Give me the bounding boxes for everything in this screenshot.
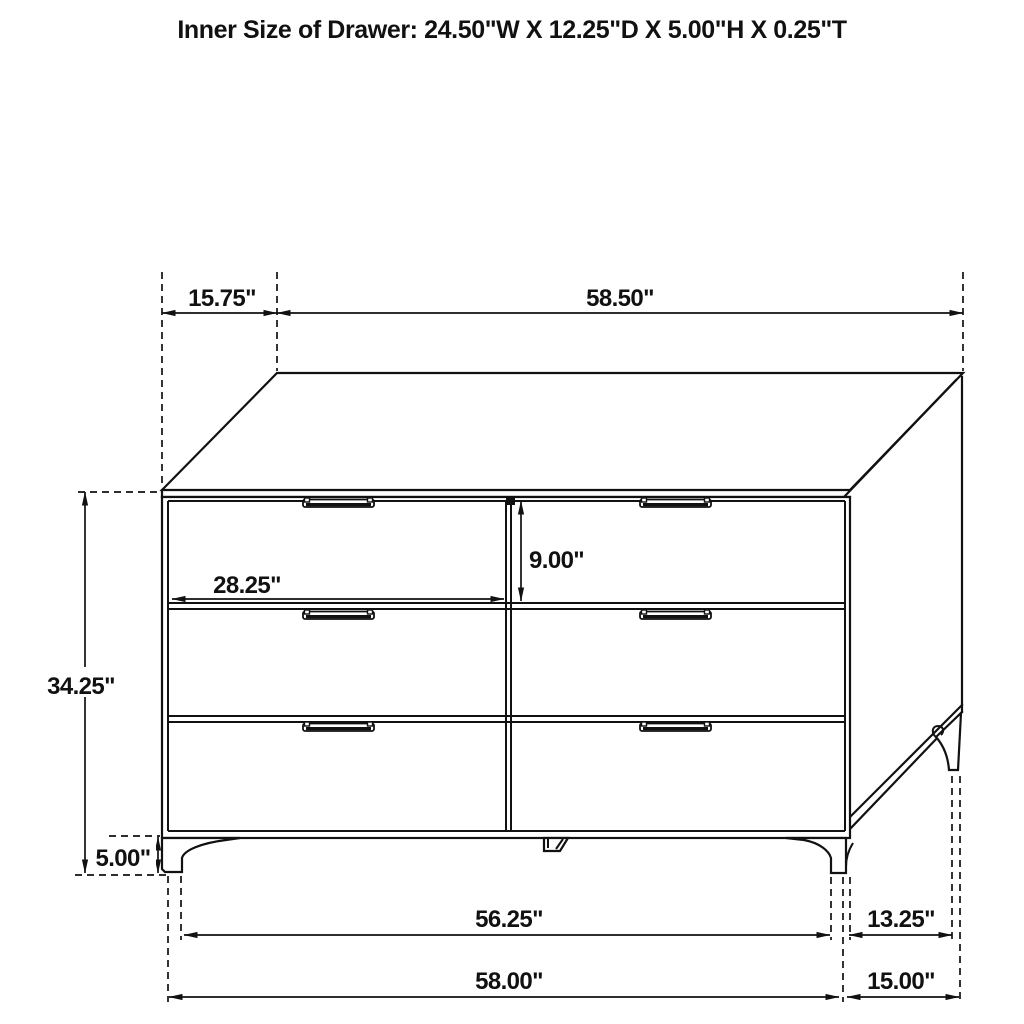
dim-label-base-width: 58.00"	[475, 968, 543, 995]
drawer-handle	[640, 610, 711, 619]
drawer-handle	[640, 498, 711, 507]
dim-label-drawer-height: 9.00"	[529, 547, 585, 574]
front-left-leg	[162, 838, 240, 872]
dim-label-base-depth: 15.00"	[867, 968, 935, 995]
dresser-top-panel	[162, 373, 963, 497]
divider-top-detail	[506, 498, 515, 505]
dim-label-drawer-width: 28.25"	[213, 572, 281, 599]
dim-label-top-width: 58.50"	[586, 285, 654, 312]
dim-label-overall-height: 34.25"	[47, 673, 115, 700]
dim-label-leg-height: 5.00"	[95, 845, 151, 872]
drawer-handle	[640, 722, 711, 731]
diagram-title: Inner Size of Drawer: 24.50"W X 12.25"D X 5.00"H X 0.25"T	[177, 16, 847, 44]
dim-label-base-inner-width: 56.25"	[475, 906, 543, 933]
front-right-leg	[786, 838, 853, 873]
dim-label-base-inner-depth: 13.25"	[867, 906, 935, 933]
dim-label-top-depth: 15.75"	[188, 285, 256, 312]
drawer-handle	[303, 610, 374, 619]
drawer-handle	[303, 498, 374, 507]
center-support-leg	[544, 838, 568, 851]
dresser-front-face	[162, 497, 850, 838]
drawer-handle	[303, 722, 374, 731]
